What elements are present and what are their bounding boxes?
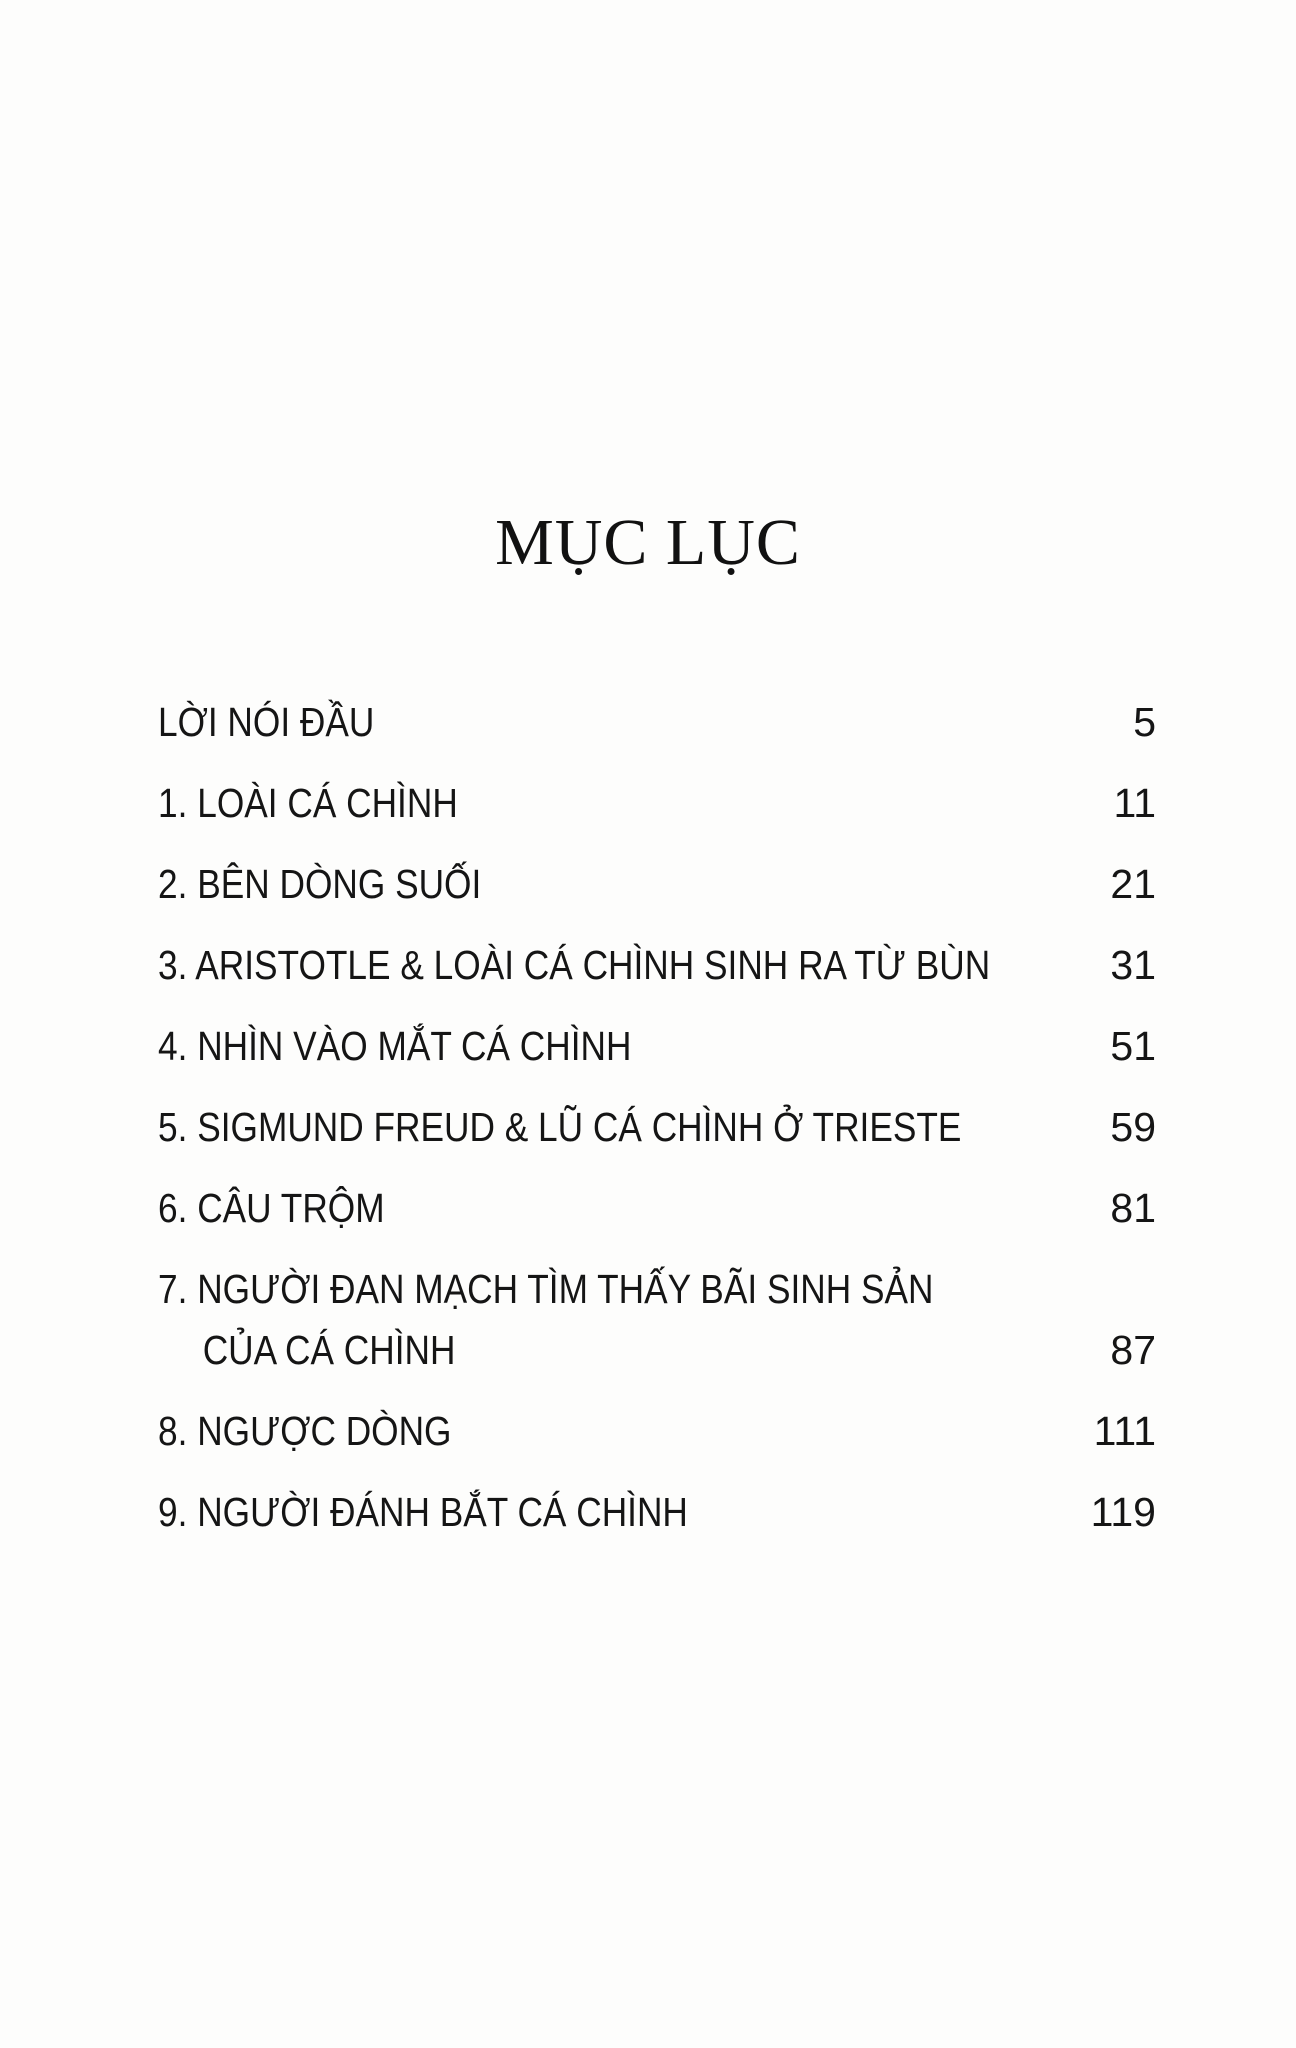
- toc-entry-label: 7. NGƯỜI ĐAN MẠCH TÌM THẤY BÃI SINH SẢN CỦA CÁ CHÌNH: [158, 1266, 934, 1373]
- toc-entry-label: 8. NGƯỢC DÒNG: [158, 1408, 452, 1454]
- table-of-contents: [158, 698, 1156, 1569]
- toc-entry-7: [158, 1265, 1156, 1374]
- toc-entry-9: [158, 1488, 1156, 1536]
- toc-entry-3: [158, 941, 1156, 989]
- toc-entry-page: 119: [1090, 1489, 1156, 1535]
- toc-entry-label: 4. NHÌN VÀO MẮT CÁ CHÌNH: [158, 1023, 632, 1069]
- toc-entry-5: [158, 1103, 1156, 1151]
- toc-entry-label: 3. ARISTOTLE & LOÀI CÁ CHÌNH SINH RA TỪ BÙN: [158, 942, 991, 988]
- toc-entry-label: LỜI NÓI ĐẦU: [158, 699, 375, 745]
- toc-entry-page: 59: [1110, 1104, 1156, 1150]
- toc-entry-2: [158, 860, 1156, 908]
- toc-entry-label: 1. LOÀI CÁ CHÌNH: [158, 780, 458, 826]
- page-title: MỤC LỤC: [495, 506, 801, 579]
- toc-entry-1: [158, 779, 1156, 827]
- toc-entry-page: 21: [1110, 861, 1156, 907]
- toc-entry-6: [158, 1184, 1156, 1232]
- toc-entry-8: [158, 1407, 1156, 1455]
- toc-entry-page: 5: [1133, 699, 1156, 745]
- toc-entry-page: 51: [1110, 1023, 1156, 1069]
- toc-entry-label-continued: CỦA CÁ CHÌNH: [202, 1327, 456, 1373]
- toc-entry-preface: [158, 698, 1156, 746]
- toc-entry-label: 2. BÊN DÒNG SUỐI: [158, 861, 482, 907]
- toc-entry-page: 111: [1093, 1408, 1156, 1454]
- toc-entry-label: 6. CÂU TRỘM: [158, 1185, 385, 1231]
- toc-entry-page: 31: [1110, 942, 1156, 988]
- toc-entry-label: 9. NGƯỜI ĐÁNH BẮT CÁ CHÌNH: [158, 1489, 688, 1535]
- toc-entry-4: [158, 1022, 1156, 1070]
- toc-entry-page: 87: [1110, 1327, 1156, 1373]
- toc-entry-page: 11: [1113, 780, 1156, 826]
- toc-entry-page: 81: [1110, 1185, 1156, 1231]
- toc-entry-label: 5. SIGMUND FREUD & LŨ CÁ CHÌNH Ở TRIESTE: [158, 1104, 962, 1150]
